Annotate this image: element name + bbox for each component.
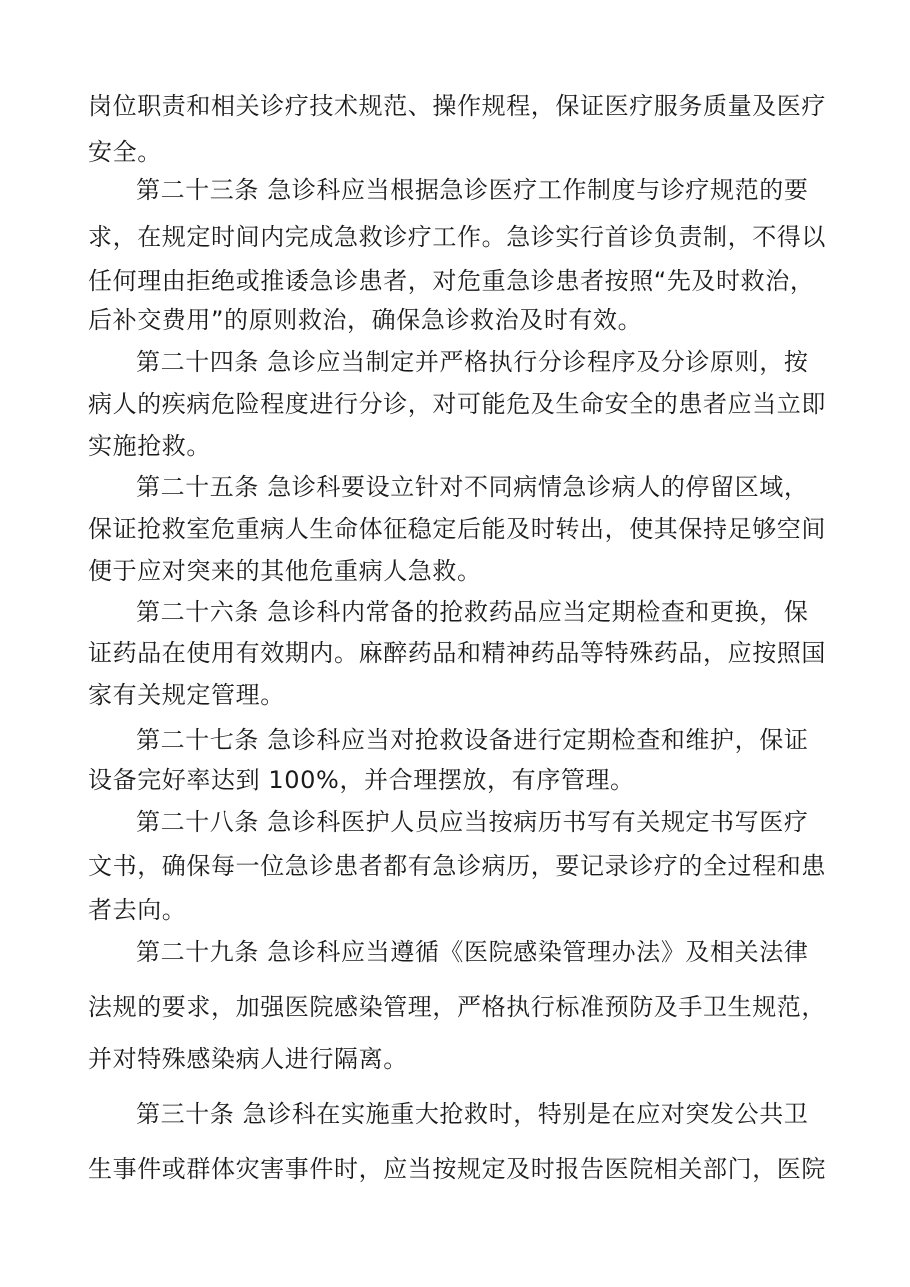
text-line: 任何理由拒绝或推诿急诊患者，对危重急诊患者按照“先及时救治， (88, 267, 815, 295)
text-line: 后补交费用”的原则救治，确保急诊救治及时有效。 (88, 306, 643, 334)
text-line: 安全。 (88, 138, 162, 166)
text-line: 证药品在使用有效期内。麻醉药品和精神药品等特殊药品，应按照国 (88, 639, 826, 667)
article-24-heading-line: 第二十四条 急诊应当制定并严格执行分诊程序及分诊原则，按 (136, 348, 809, 376)
article-26-heading-line: 第二十六条 急诊科内常备的抢救药品应当定期检查和更换，保 (136, 598, 809, 626)
text-line: 岗位职责和相关诊疗技术规范、操作规程，保证医疗服务质量及医疗 (88, 92, 826, 120)
text-line: 设备完好率达到 100%，并合理摆放，有序管理。 (88, 766, 635, 794)
article-30-heading-line: 第三十条 急诊科在实施重大抢救时，特别是在应对突发公共卫 (136, 1100, 809, 1128)
article-28-heading-line: 第二十八条 急诊科医护人员应当按病历书写有关规定书写医疗 (136, 808, 809, 836)
article-25-heading-line: 第二十五条 急诊科要设立针对不同病情急诊病人的停留区域， (136, 473, 809, 501)
text-line: 并对特殊感染病人进行隔离。 (88, 1045, 408, 1073)
article-27-heading-line: 第二十七条 急诊科应当对抢救设备进行定期检查和维护，保证 (136, 726, 809, 754)
text-line: 病人的疾病危险程度进行分诊，对可能危及生命安全的患者应当立即 (88, 390, 826, 418)
text-line: 便于应对突来的其他危重病人急救。 (88, 557, 482, 585)
article-23-heading-line: 第二十三条 急诊科应当根据急诊医疗工作制度与诊疗规范的要 (136, 176, 809, 204)
article-29-heading-line: 第二十九条 急诊科应当遵循《医院感染管理办法》及相关法律 (136, 938, 809, 966)
text-line: 者去向。 (88, 896, 187, 924)
text-line: 家有关规定管理。 (88, 681, 285, 709)
text-line: 生事件或群体灾害事件时，应当按规定及时报告医院相关部门，医院 (88, 1155, 826, 1183)
text-line: 法规的要求，加强医院感染管理，严格执行标准预防及手卫生规范， (88, 993, 826, 1021)
text-line: 文书，确保每一位急诊患者都有急诊病历，要记录诊疗的全过程和患 (88, 852, 826, 880)
text-line: 保证抢救室危重病人生命体征稳定后能及时转出，使其保持足够空间 (88, 515, 826, 543)
text-line: 实施抢救。 (88, 432, 211, 460)
text-line: 求，在规定时间内完成急救诊疗工作。急诊实行首诊负责制，不得以 (88, 223, 826, 251)
